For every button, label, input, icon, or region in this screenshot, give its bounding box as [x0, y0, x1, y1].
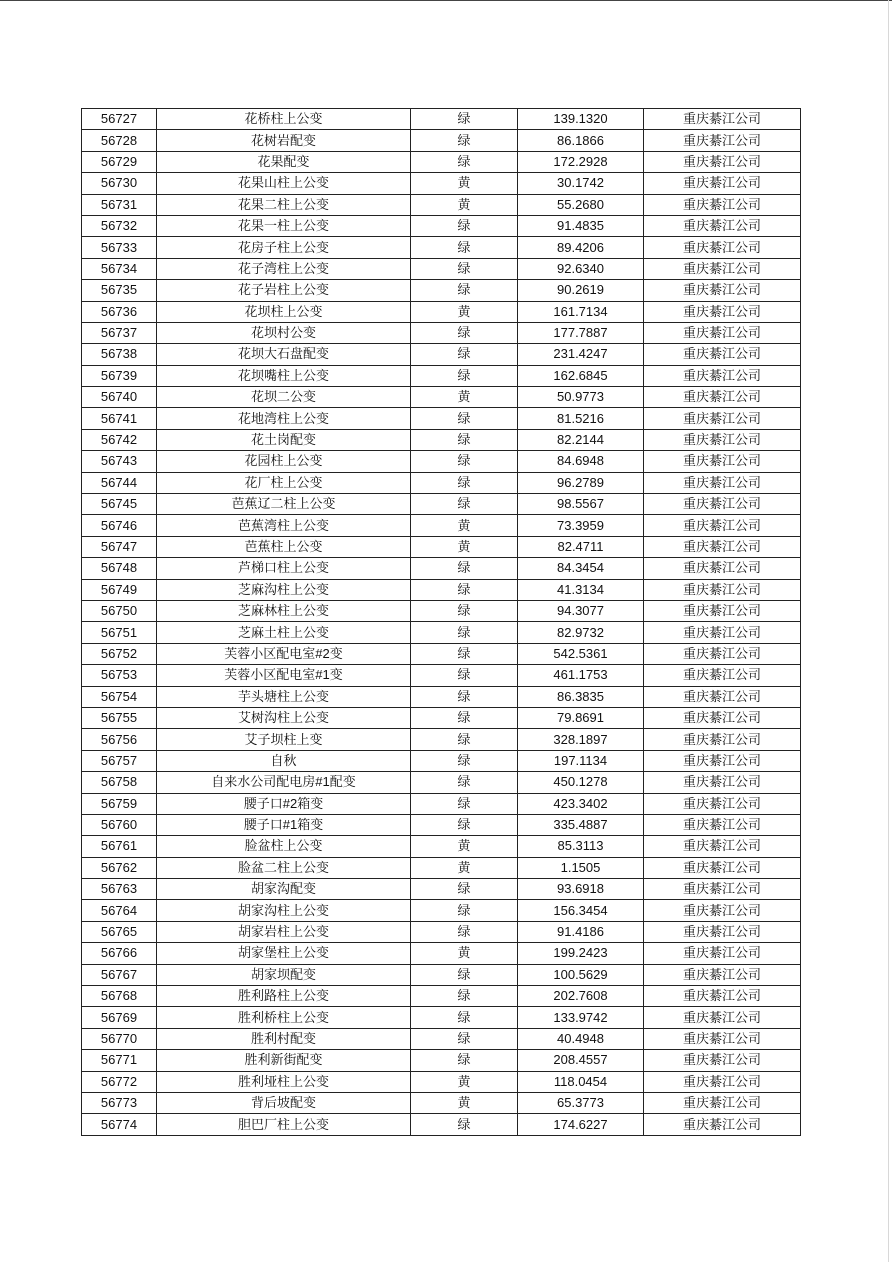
- status-color-cell: 黄: [411, 194, 518, 215]
- transformer-name-cell: 胡家堡柱上公变: [157, 943, 411, 964]
- company-cell: 重庆綦江公司: [644, 1114, 801, 1135]
- value-cell: 79.8691: [518, 707, 644, 728]
- status-color-cell: 绿: [411, 130, 518, 151]
- table-row: [82, 451, 801, 472]
- value-cell: 177.7887: [518, 322, 644, 343]
- table-row: [82, 622, 801, 643]
- row-id-cell: 56756: [82, 729, 157, 750]
- value-cell: 156.3454: [518, 900, 644, 921]
- transformer-name-cell: 胜利新街配变: [157, 1050, 411, 1071]
- status-color-cell: 绿: [411, 322, 518, 343]
- value-cell: 91.4186: [518, 921, 644, 942]
- value-cell: 82.9732: [518, 622, 644, 643]
- row-id-cell: 56729: [82, 151, 157, 172]
- company-cell: 重庆綦江公司: [644, 472, 801, 493]
- status-color-cell: 绿: [411, 451, 518, 472]
- table-row: [82, 130, 801, 151]
- transformer-name-cell: 芙蓉小区配电室#2变: [157, 643, 411, 664]
- transformer-name-cell: 花房子柱上公变: [157, 237, 411, 258]
- transformer-name-cell: 芦梯口柱上公变: [157, 558, 411, 579]
- company-cell: 重庆綦江公司: [644, 643, 801, 664]
- status-color-cell: 绿: [411, 600, 518, 621]
- value-cell: 139.1320: [518, 109, 644, 130]
- row-id-cell: 56745: [82, 494, 157, 515]
- row-id-cell: 56748: [82, 558, 157, 579]
- value-cell: 84.6948: [518, 451, 644, 472]
- table-row: [82, 986, 801, 1007]
- status-color-cell: 绿: [411, 900, 518, 921]
- row-id-cell: 56769: [82, 1007, 157, 1028]
- table-row: [82, 686, 801, 707]
- status-color-cell: 绿: [411, 793, 518, 814]
- value-cell: 84.3454: [518, 558, 644, 579]
- transformer-name-cell: 芙蓉小区配电室#1变: [157, 665, 411, 686]
- company-cell: 重庆綦江公司: [644, 451, 801, 472]
- table-row: [82, 1092, 801, 1113]
- company-cell: 重庆綦江公司: [644, 814, 801, 835]
- table-row: [82, 194, 801, 215]
- row-id-cell: 56752: [82, 643, 157, 664]
- value-cell: 423.3402: [518, 793, 644, 814]
- table-row: [82, 857, 801, 878]
- table-row: [82, 429, 801, 450]
- status-color-cell: 绿: [411, 1028, 518, 1049]
- transformer-name-cell: 花子岩柱上公变: [157, 280, 411, 301]
- transformer-name-cell: 花坝嘴柱上公变: [157, 365, 411, 386]
- table-row: [82, 793, 801, 814]
- transformer-name-cell: 花园柱上公变: [157, 451, 411, 472]
- transformer-name-cell: 腰子口#2箱变: [157, 793, 411, 814]
- value-cell: 82.2144: [518, 429, 644, 450]
- transformer-name-cell: 胜利垭柱上公变: [157, 1071, 411, 1092]
- row-id-cell: 56728: [82, 130, 157, 151]
- row-id-cell: 56734: [82, 258, 157, 279]
- table-row: [82, 1028, 801, 1049]
- row-id-cell: 56772: [82, 1071, 157, 1092]
- company-cell: 重庆綦江公司: [644, 964, 801, 985]
- company-cell: 重庆綦江公司: [644, 1071, 801, 1092]
- table-row: [82, 772, 801, 793]
- table-row: [82, 536, 801, 557]
- row-id-cell: 56766: [82, 943, 157, 964]
- value-cell: 199.2423: [518, 943, 644, 964]
- value-cell: 1.1505: [518, 857, 644, 878]
- status-color-cell: 绿: [411, 686, 518, 707]
- value-cell: 118.0454: [518, 1071, 644, 1092]
- transformer-name-cell: 花土岗配变: [157, 429, 411, 450]
- company-cell: 重庆綦江公司: [644, 130, 801, 151]
- table-row: [82, 943, 801, 964]
- status-color-cell: 黄: [411, 1092, 518, 1113]
- table-row: [82, 365, 801, 386]
- table-row: [82, 215, 801, 236]
- status-color-cell: 绿: [411, 643, 518, 664]
- row-id-cell: 56749: [82, 579, 157, 600]
- transformer-name-cell: 芭蕉辽二柱上公变: [157, 494, 411, 515]
- company-cell: 重庆綦江公司: [644, 900, 801, 921]
- transformer-name-cell: 胜利路柱上公变: [157, 986, 411, 1007]
- table-row: [82, 643, 801, 664]
- transformer-name-cell: 花果配变: [157, 151, 411, 172]
- table-body: [82, 109, 801, 1136]
- row-id-cell: 56771: [82, 1050, 157, 1071]
- transformer-name-cell: 艾树沟柱上公变: [157, 707, 411, 728]
- transformer-name-cell: 花子湾柱上公变: [157, 258, 411, 279]
- table-row: [82, 964, 801, 985]
- company-cell: 重庆綦江公司: [644, 579, 801, 600]
- value-cell: 65.3773: [518, 1092, 644, 1113]
- table-row: [82, 836, 801, 857]
- row-id-cell: 56760: [82, 814, 157, 835]
- row-id-cell: 56746: [82, 515, 157, 536]
- company-cell: 重庆綦江公司: [644, 729, 801, 750]
- transformer-name-cell: 花坝大石盘配变: [157, 344, 411, 365]
- value-cell: 133.9742: [518, 1007, 644, 1028]
- value-cell: 328.1897: [518, 729, 644, 750]
- transformer-name-cell: 胡家沟配变: [157, 879, 411, 900]
- row-id-cell: 56740: [82, 387, 157, 408]
- table-row: [82, 151, 801, 172]
- transformer-name-cell: 自来水公司配电房#1配变: [157, 772, 411, 793]
- value-cell: 96.2789: [518, 472, 644, 493]
- company-cell: 重庆綦江公司: [644, 686, 801, 707]
- transformer-name-cell: 芭蕉湾柱上公变: [157, 515, 411, 536]
- status-color-cell: 绿: [411, 558, 518, 579]
- transformer-name-cell: 芝麻林柱上公变: [157, 600, 411, 621]
- row-id-cell: 56767: [82, 964, 157, 985]
- company-cell: 重庆綦江公司: [644, 109, 801, 130]
- page-top-edge: [0, 0, 892, 1]
- status-color-cell: 绿: [411, 365, 518, 386]
- value-cell: 197.1134: [518, 750, 644, 771]
- company-cell: 重庆綦江公司: [644, 258, 801, 279]
- row-id-cell: 56735: [82, 280, 157, 301]
- row-id-cell: 56774: [82, 1114, 157, 1135]
- status-color-cell: 绿: [411, 707, 518, 728]
- company-cell: 重庆綦江公司: [644, 1092, 801, 1113]
- page-right-edge: [888, 0, 889, 1262]
- row-id-cell: 56732: [82, 215, 157, 236]
- transformer-name-cell: 艾子坝柱上变: [157, 729, 411, 750]
- table-row: [82, 900, 801, 921]
- company-cell: 重庆綦江公司: [644, 857, 801, 878]
- company-cell: 重庆綦江公司: [644, 429, 801, 450]
- value-cell: 202.7608: [518, 986, 644, 1007]
- status-color-cell: 黄: [411, 1071, 518, 1092]
- transformer-name-cell: 胆巴厂柱上公变: [157, 1114, 411, 1135]
- value-cell: 161.7134: [518, 301, 644, 322]
- company-cell: 重庆綦江公司: [644, 408, 801, 429]
- table-row: [82, 494, 801, 515]
- status-color-cell: 黄: [411, 836, 518, 857]
- row-id-cell: 56736: [82, 301, 157, 322]
- row-id-cell: 56770: [82, 1028, 157, 1049]
- value-cell: 100.5629: [518, 964, 644, 985]
- row-id-cell: 56755: [82, 707, 157, 728]
- row-id-cell: 56738: [82, 344, 157, 365]
- company-cell: 重庆綦江公司: [644, 622, 801, 643]
- company-cell: 重庆綦江公司: [644, 793, 801, 814]
- transformer-name-cell: 胡家坝配变: [157, 964, 411, 985]
- value-cell: 90.2619: [518, 280, 644, 301]
- row-id-cell: 56763: [82, 879, 157, 900]
- row-id-cell: 56753: [82, 665, 157, 686]
- status-color-cell: 黄: [411, 536, 518, 557]
- table-row: [82, 322, 801, 343]
- status-color-cell: 绿: [411, 344, 518, 365]
- transformer-name-cell: 背后坡配变: [157, 1092, 411, 1113]
- transformer-table: [81, 108, 801, 1136]
- row-id-cell: 56751: [82, 622, 157, 643]
- value-cell: 335.4887: [518, 814, 644, 835]
- row-id-cell: 56730: [82, 173, 157, 194]
- status-color-cell: 黄: [411, 301, 518, 322]
- company-cell: 重庆綦江公司: [644, 558, 801, 579]
- company-cell: 重庆綦江公司: [644, 836, 801, 857]
- transformer-name-cell: 芭蕉柱上公变: [157, 536, 411, 557]
- status-color-cell: 绿: [411, 879, 518, 900]
- status-color-cell: 绿: [411, 964, 518, 985]
- row-id-cell: 56761: [82, 836, 157, 857]
- row-id-cell: 56750: [82, 600, 157, 621]
- table-row: [82, 707, 801, 728]
- company-cell: 重庆綦江公司: [644, 237, 801, 258]
- value-cell: 542.5361: [518, 643, 644, 664]
- company-cell: 重庆綦江公司: [644, 515, 801, 536]
- transformer-name-cell: 花厂柱上公变: [157, 472, 411, 493]
- table-row: [82, 1007, 801, 1028]
- table-row: [82, 472, 801, 493]
- company-cell: 重庆綦江公司: [644, 173, 801, 194]
- status-color-cell: 绿: [411, 921, 518, 942]
- value-cell: 89.4206: [518, 237, 644, 258]
- value-cell: 461.1753: [518, 665, 644, 686]
- status-color-cell: 黄: [411, 515, 518, 536]
- company-cell: 重庆綦江公司: [644, 772, 801, 793]
- company-cell: 重庆綦江公司: [644, 600, 801, 621]
- row-id-cell: 56744: [82, 472, 157, 493]
- value-cell: 73.3959: [518, 515, 644, 536]
- value-cell: 93.6918: [518, 879, 644, 900]
- table-row: [82, 237, 801, 258]
- table-row: [82, 280, 801, 301]
- transformer-name-cell: 花果二柱上公变: [157, 194, 411, 215]
- status-color-cell: 绿: [411, 494, 518, 515]
- company-cell: 重庆綦江公司: [644, 194, 801, 215]
- status-color-cell: 绿: [411, 579, 518, 600]
- value-cell: 94.3077: [518, 600, 644, 621]
- company-cell: 重庆綦江公司: [644, 707, 801, 728]
- status-color-cell: 绿: [411, 109, 518, 130]
- status-color-cell: 黄: [411, 387, 518, 408]
- transformer-name-cell: 花树岩配变: [157, 130, 411, 151]
- status-color-cell: 绿: [411, 215, 518, 236]
- transformer-name-cell: 花果一柱上公变: [157, 215, 411, 236]
- table-row: [82, 558, 801, 579]
- table-row: [82, 665, 801, 686]
- transformer-name-cell: 胜利村配变: [157, 1028, 411, 1049]
- company-cell: 重庆綦江公司: [644, 151, 801, 172]
- row-id-cell: 56742: [82, 429, 157, 450]
- value-cell: 85.3113: [518, 836, 644, 857]
- row-id-cell: 56741: [82, 408, 157, 429]
- transformer-name-cell: 芝麻沟柱上公变: [157, 579, 411, 600]
- status-color-cell: 绿: [411, 1050, 518, 1071]
- row-id-cell: 56759: [82, 793, 157, 814]
- value-cell: 172.2928: [518, 151, 644, 172]
- company-cell: 重庆綦江公司: [644, 365, 801, 386]
- company-cell: 重庆綦江公司: [644, 387, 801, 408]
- transformer-name-cell: 脸盆二柱上公变: [157, 857, 411, 878]
- value-cell: 231.4247: [518, 344, 644, 365]
- status-color-cell: 绿: [411, 280, 518, 301]
- status-color-cell: 黄: [411, 857, 518, 878]
- value-cell: 30.1742: [518, 173, 644, 194]
- value-cell: 98.5567: [518, 494, 644, 515]
- status-color-cell: 绿: [411, 258, 518, 279]
- value-cell: 40.4948: [518, 1028, 644, 1049]
- row-id-cell: 56743: [82, 451, 157, 472]
- status-color-cell: 绿: [411, 472, 518, 493]
- table-row: [82, 750, 801, 771]
- table-row: [82, 579, 801, 600]
- company-cell: 重庆綦江公司: [644, 322, 801, 343]
- company-cell: 重庆綦江公司: [644, 750, 801, 771]
- company-cell: 重庆綦江公司: [644, 215, 801, 236]
- status-color-cell: 绿: [411, 1007, 518, 1028]
- value-cell: 41.3134: [518, 579, 644, 600]
- transformer-name-cell: 胡家沟柱上公变: [157, 900, 411, 921]
- company-cell: 重庆綦江公司: [644, 344, 801, 365]
- table-row: [82, 173, 801, 194]
- transformer-name-cell: 花地湾柱上公变: [157, 408, 411, 429]
- row-id-cell: 56757: [82, 750, 157, 771]
- status-color-cell: 绿: [411, 622, 518, 643]
- company-cell: 重庆綦江公司: [644, 494, 801, 515]
- row-id-cell: 56764: [82, 900, 157, 921]
- transformer-name-cell: 胜利桥柱上公变: [157, 1007, 411, 1028]
- value-cell: 81.5216: [518, 408, 644, 429]
- status-color-cell: 黄: [411, 943, 518, 964]
- row-id-cell: 56768: [82, 986, 157, 1007]
- row-id-cell: 56733: [82, 237, 157, 258]
- status-color-cell: 绿: [411, 1114, 518, 1135]
- company-cell: 重庆綦江公司: [644, 1007, 801, 1028]
- value-cell: 174.6227: [518, 1114, 644, 1135]
- status-color-cell: 绿: [411, 814, 518, 835]
- company-cell: 重庆綦江公司: [644, 301, 801, 322]
- table-row: [82, 1071, 801, 1092]
- status-color-cell: 绿: [411, 408, 518, 429]
- transformer-name-cell: 腰子口#1箱变: [157, 814, 411, 835]
- company-cell: 重庆綦江公司: [644, 1028, 801, 1049]
- transformer-name-cell: 芋头塘柱上公变: [157, 686, 411, 707]
- company-cell: 重庆綦江公司: [644, 1050, 801, 1071]
- value-cell: 162.6845: [518, 365, 644, 386]
- row-id-cell: 56758: [82, 772, 157, 793]
- row-id-cell: 56765: [82, 921, 157, 942]
- row-id-cell: 56747: [82, 536, 157, 557]
- company-cell: 重庆綦江公司: [644, 879, 801, 900]
- status-color-cell: 绿: [411, 665, 518, 686]
- transformer-name-cell: 芝麻土柱上公变: [157, 622, 411, 643]
- company-cell: 重庆綦江公司: [644, 536, 801, 557]
- table-row: [82, 600, 801, 621]
- transformer-name-cell: 花果山柱上公变: [157, 173, 411, 194]
- row-id-cell: 56727: [82, 109, 157, 130]
- row-id-cell: 56762: [82, 857, 157, 878]
- status-color-cell: 绿: [411, 772, 518, 793]
- company-cell: 重庆綦江公司: [644, 943, 801, 964]
- transformer-name-cell: 胡家岩柱上公变: [157, 921, 411, 942]
- status-color-cell: 绿: [411, 750, 518, 771]
- table-row: [82, 921, 801, 942]
- table-row: [82, 301, 801, 322]
- status-color-cell: 绿: [411, 237, 518, 258]
- table-row: [82, 1114, 801, 1135]
- row-id-cell: 56754: [82, 686, 157, 707]
- row-id-cell: 56731: [82, 194, 157, 215]
- status-color-cell: 绿: [411, 429, 518, 450]
- table-row: [82, 814, 801, 835]
- row-id-cell: 56773: [82, 1092, 157, 1113]
- status-color-cell: 绿: [411, 151, 518, 172]
- value-cell: 55.2680: [518, 194, 644, 215]
- company-cell: 重庆綦江公司: [644, 280, 801, 301]
- transformer-name-cell: 自秋: [157, 750, 411, 771]
- value-cell: 50.9773: [518, 387, 644, 408]
- table-row: [82, 1050, 801, 1071]
- value-cell: 86.3835: [518, 686, 644, 707]
- value-cell: 82.4711: [518, 536, 644, 557]
- table-row: [82, 344, 801, 365]
- company-cell: 重庆綦江公司: [644, 986, 801, 1007]
- status-color-cell: 绿: [411, 986, 518, 1007]
- table-row: [82, 515, 801, 536]
- transformer-name-cell: 花坝柱上公变: [157, 301, 411, 322]
- row-id-cell: 56737: [82, 322, 157, 343]
- table-row: [82, 729, 801, 750]
- status-color-cell: 黄: [411, 173, 518, 194]
- table-row: [82, 109, 801, 130]
- transformer-name-cell: 花坝村公变: [157, 322, 411, 343]
- transformer-name-cell: 脸盆柱上公变: [157, 836, 411, 857]
- status-color-cell: 绿: [411, 729, 518, 750]
- value-cell: 92.6340: [518, 258, 644, 279]
- row-id-cell: 56739: [82, 365, 157, 386]
- transformer-name-cell: 花坝二公变: [157, 387, 411, 408]
- value-cell: 450.1278: [518, 772, 644, 793]
- company-cell: 重庆綦江公司: [644, 665, 801, 686]
- transformer-name-cell: 花桥柱上公变: [157, 109, 411, 130]
- table-row: [82, 258, 801, 279]
- table-row: [82, 387, 801, 408]
- table-row: [82, 408, 801, 429]
- value-cell: 208.4557: [518, 1050, 644, 1071]
- value-cell: 91.4835: [518, 215, 644, 236]
- company-cell: 重庆綦江公司: [644, 921, 801, 942]
- table-row: [82, 879, 801, 900]
- value-cell: 86.1866: [518, 130, 644, 151]
